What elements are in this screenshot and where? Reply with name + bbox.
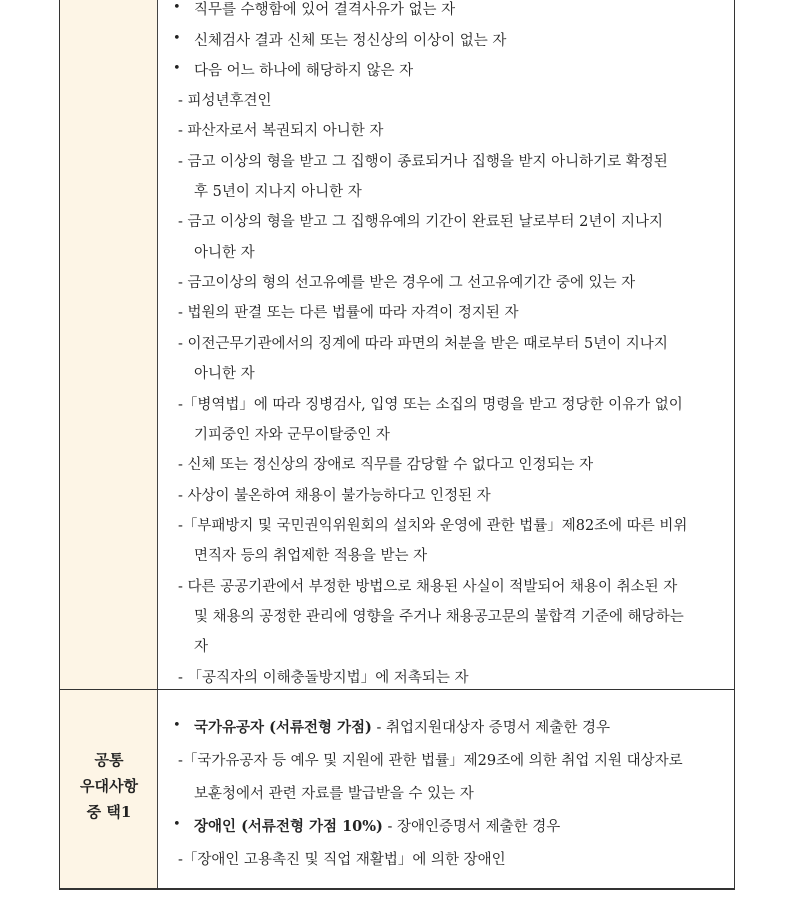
disabled-description: - 장애인증명서 제출한 경우 bbox=[382, 819, 561, 835]
list-item-continuation: 아니한 자 bbox=[194, 245, 255, 261]
list-item: - 다른 공공기관에서 부정한 방법으로 채용된 사실이 적발되어 채용이 취소된 자 bbox=[178, 579, 678, 595]
list-item: - 법원의 판결 또는 다른 법률에 따라 자격이 정지된 자 bbox=[178, 305, 519, 321]
list-item: -「병역법」에 따라 징병검사, 입영 또는 소집의 명령을 받고 정당한 이유가 없이 bbox=[178, 397, 683, 413]
list-item: -「국가유공자 등 예우 및 지원에 관한 법률」제29조에 의한 취업 지원 대상자로 bbox=[178, 753, 683, 769]
row-divider bbox=[60, 689, 734, 690]
veteran-preference bbox=[194, 716, 610, 737]
disabled-title: 장애인 (서류전형 가점 10%) bbox=[194, 818, 383, 835]
list-item-continuation: 아니한 자 bbox=[194, 366, 255, 382]
list-item: - 파산자로서 복권되지 아니한 자 bbox=[178, 123, 384, 139]
list-item: - 금고 이상의 형을 받고 그 집행유예의 기간이 완료된 날로부터 2년이 지나지 bbox=[178, 214, 664, 230]
list-item-continuation: 후 5년이 지나지 아니한 자 bbox=[194, 184, 362, 200]
bullet-item: 다음 어느 하나에 해당하지 않은 자 bbox=[194, 63, 414, 79]
list-item-continuation: 및 채용의 공정한 관리에 영향을 주거나 채용공고문의 불합격 기준에 해당하는 bbox=[194, 609, 684, 625]
veteran-description: - 취업지원대상자 증명서 제출한 경우 bbox=[371, 720, 610, 736]
list-item: - 피성년후견인 bbox=[178, 93, 272, 109]
preference-category-label bbox=[60, 747, 158, 825]
bullet-item: 직무를 수행함에 있어 결격사유가 없는 자 bbox=[194, 2, 456, 18]
bullet-item: 신체검사 결과 신체 또는 정신상의 이상이 없는 자 bbox=[194, 33, 507, 49]
list-item: - 금고 이상의 형을 받고 그 집행이 종료되거나 집행을 받지 아니하기로 확정된 bbox=[178, 154, 668, 170]
list-item: - 「공직자의 이해충돌방지법」에 저촉되는 자 bbox=[178, 670, 469, 686]
bullet-icon: • bbox=[173, 31, 181, 46]
bullet-icon: • bbox=[173, 718, 181, 733]
veteran-title: 국가유공자 (서류전형 가점) bbox=[194, 719, 372, 736]
label-line: 중 택1 bbox=[86, 803, 132, 821]
list-item: - 금고이상의 형의 선고유예를 받은 경우에 그 선고유예기간 중에 있는 자 bbox=[178, 275, 636, 291]
list-item: - 이전근무기관에서의 징계에 따라 파면의 처분을 받은 때로부터 5년이 지나지 bbox=[178, 336, 668, 352]
list-item: - 신체 또는 정신상의 장애로 직무를 감당할 수 없다고 인정되는 자 bbox=[178, 457, 594, 473]
bullet-icon: • bbox=[173, 0, 181, 15]
list-item: -「부패방지 및 국민권익위원회의 설치와 운영에 관한 법률」제82조에 따른 비위 bbox=[178, 518, 688, 534]
label-line: 공통 bbox=[94, 751, 124, 769]
list-item-continuation: 기피중인 자와 군무이탈중인 자 bbox=[194, 427, 390, 443]
list-item-continuation: 보훈청에서 관련 자료를 발급받을 수 있는 자 bbox=[194, 786, 474, 802]
bullet-icon: • bbox=[173, 61, 181, 76]
list-item-continuation: 자 bbox=[194, 639, 209, 655]
list-item: -「장애인 고용촉진 및 직업 재활법」에 의한 장애인 bbox=[178, 852, 506, 868]
label-line: 우대사항 bbox=[80, 777, 138, 795]
list-item: - 사상이 불온하여 채용이 불가능하다고 인정된 자 bbox=[178, 488, 491, 504]
bullet-icon: • bbox=[173, 817, 181, 832]
list-item-continuation: 면직자 등의 취업제한 적용을 받는 자 bbox=[194, 548, 428, 564]
disabled-preference bbox=[194, 815, 560, 836]
